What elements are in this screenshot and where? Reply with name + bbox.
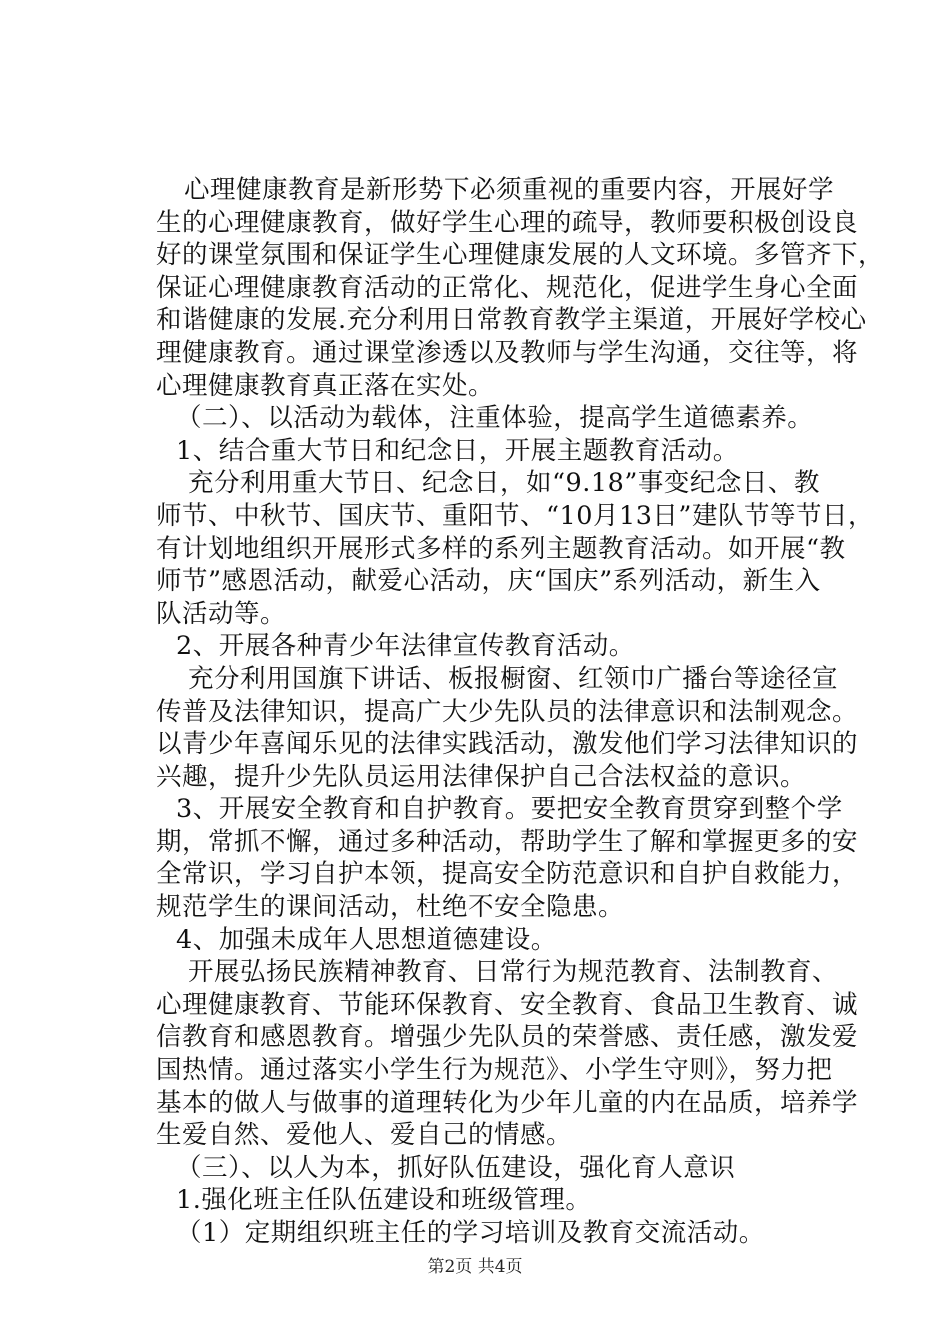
text-line: 有计划地组织开展形式多样的系列主题教育活动。如开展“教 [156,533,846,564]
text-line: 好的课堂氛围和保证学生心理健康发展的人文环境。多管齐下， [156,240,885,271]
document-body [156,174,885,1250]
text-line: 保证心理健康教育活动的正常化、规范化，促进学生身心全面 [156,272,859,303]
text-line: 4、加强未成年人思想道德建设。 [176,924,557,955]
page-number-footer: 第2页 共4页 [427,1257,523,1277]
text-line: 充分利用重大节日、纪念日，如“9.18”事变纪念日、教 [188,468,820,499]
text-line: 队活动等。 [156,598,287,629]
text-line: 心理健康教育、节能环保教育、安全教育、食品卫生教育、诚 [156,989,859,1020]
text-line: 信教育和感恩教育。增强少先队员的荣誉感、责任感，激发爱 [156,1022,859,1053]
text-line: 充分利用国旗下讲话、板报橱窗、红领巾广播台等途径宣 [188,663,839,694]
text-line: 师节、中秋节、国庆节、重阳节、“10月13日”建队节等节日， [156,500,874,531]
text-line: 开展弘扬民族精神教育、日常行为规范教育、法制教育、 [188,957,839,988]
text-line: 3、开展安全教育和自护教育。要把安全教育贯穿到整个学 [176,794,843,825]
text-line: 生的心理健康教育，做好学生心理的疏导，教师要积极创设良 [156,207,859,238]
text-line: 和谐健康的发展.充分利用日常教育教学主渠道，开展好学校心 [156,305,867,336]
text-line: 期，常抓不懈，通过多种活动，帮助学生了解和掌握更多的安 [156,826,859,857]
text-line: 规范学生的课间活动，杜绝不安全隐患。 [156,892,625,923]
text-line: 以青少年喜闻乐见的法律实践活动，激发他们学习法律知识的 [156,729,859,760]
text-line: 师节”感恩活动，献爱心活动，庆“国庆”系列活动，新生入 [156,566,821,597]
text-line: 传普及法律知识，提高广大少先队员的法律意识和法制观念。 [156,696,859,727]
text-line: 2、开展各种青少年法律宣传教育活动。 [176,631,635,662]
text-line: 全常识，学习自护本领，提高安全防范意识和自护自救能力， [156,859,859,890]
text-line: 1.强化班主任队伍建设和班级管理。 [176,1185,592,1216]
text-line: 心理健康教育是新形势下必须重视的重要内容，开展好学 [184,175,835,205]
text-line: 心理健康教育真正落在实处。 [156,370,495,401]
text-line: 国热情。通过落实小学生行为规范》、小学生守则》，努力把 [156,1055,833,1086]
text-line: （三）、以人为本，抓好队伍建设，强化育人意识 [176,1152,736,1183]
text-line: 基本的做人与做事的道理转化为少年儿童的内在品质，培养学 [156,1087,859,1118]
text-line: 理健康教育。通过课堂渗透以及教师与学生沟通，交往等，将 [156,337,859,368]
text-line: （二）、以活动为载体，注重体验，提高学生道德素养。 [176,403,814,434]
text-line: （1）定期组织班主任的学习培训及教育交流活动。 [176,1218,765,1248]
text-line: 1、结合重大节日和纪念日，开展主题教育活动。 [176,435,739,466]
text-line: 兴趣，提升少先队员运用法律保护自己合法权益的意识。 [156,761,807,792]
text-line: 生爱自然、爱他人、爱自己的情感。 [156,1120,573,1151]
